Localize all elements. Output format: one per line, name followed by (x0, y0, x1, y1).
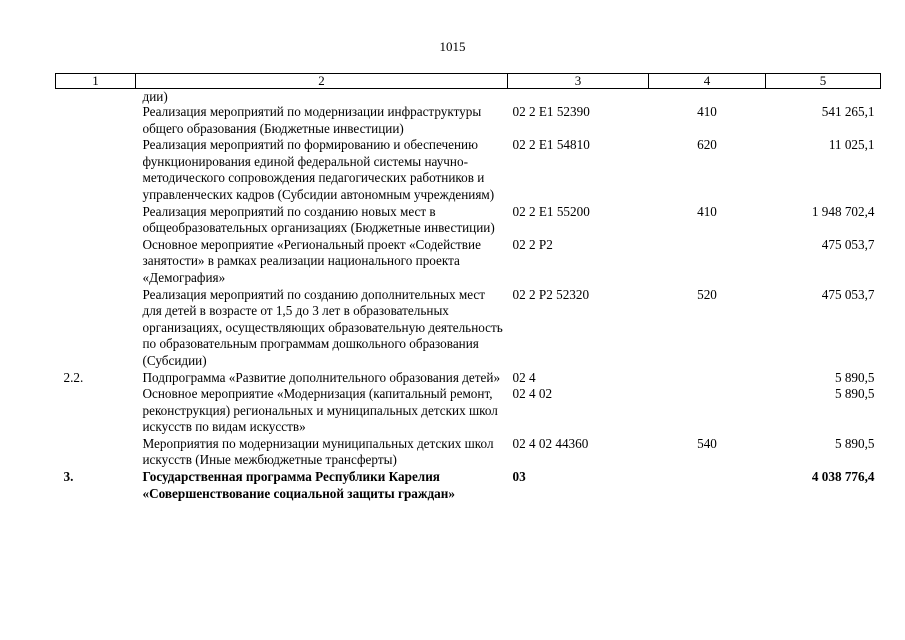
row-code: 02 2 Е1 55200 (512, 203, 590, 219)
row-code: 02 4 02 44360 (512, 435, 589, 451)
row-number: 2.2. (63, 369, 84, 385)
column-header-2: 2 (136, 74, 508, 89)
row-number: 3. (63, 469, 74, 485)
row-expense-type: 520 (697, 286, 717, 302)
row-expense-type (649, 89, 766, 105)
column-header-3: 3 (508, 74, 649, 89)
page-number: 1015 (439, 39, 466, 54)
row-expense-type: 620 (697, 137, 717, 153)
budget-table (55, 73, 881, 502)
row-amount: 475 053,7 (821, 286, 875, 302)
row-expense-type (649, 237, 766, 287)
row-number (56, 204, 136, 237)
row-amount: 541 265,1 (821, 104, 875, 119)
row-code: 02 2 Е1 54810 (512, 137, 590, 153)
row-number (56, 386, 136, 436)
row-amount: 5 890,5 (834, 435, 875, 451)
table-header-row (56, 74, 881, 89)
row-name: Основное мероприятие «Региональный проект «Содействие занятости» в рамках реализации национального проекта «Демография» (142, 236, 481, 285)
row-expense-type: 410 (697, 104, 717, 119)
row-code: 02 4 (512, 369, 536, 385)
table-body (56, 89, 881, 503)
row-code: 02 2 Р2 (512, 236, 553, 252)
row-expense-type: 540 (697, 435, 717, 451)
row-name: Государственная программа Республики Карелия «Совершенствование социальной защиты граждан» (142, 469, 455, 501)
row-number (56, 104, 136, 137)
row-name: Подпрограмма «Развитие дополнительного образования детей» (142, 369, 501, 385)
table-row (56, 89, 881, 105)
row-amount: 5 890,5 (834, 369, 875, 385)
table-row (56, 237, 881, 287)
row-amount: 4 038 776,4 (811, 469, 875, 485)
row-code: 03 (512, 469, 526, 485)
row-number (56, 89, 136, 105)
row-number (56, 137, 136, 203)
row-amount: 475 053,7 (821, 236, 875, 252)
row-name: дии) (142, 89, 168, 104)
table-row (56, 386, 881, 436)
row-expense-type (649, 469, 766, 502)
row-code: 02 2 Е1 52390 (512, 104, 590, 119)
table-row (56, 469, 881, 502)
row-number (56, 237, 136, 287)
row-name: Реализация мероприятий по созданию новых мест в общеобразовательных организациях (Бюджетные инвестиции) (142, 203, 495, 236)
column-header-5: 5 (766, 74, 881, 89)
row-expense-type: 410 (697, 203, 717, 219)
table-row (56, 287, 881, 370)
row-expense-type (649, 370, 766, 387)
row-code: 02 4 02 (512, 386, 553, 402)
table-row (56, 370, 881, 387)
row-amount: 5 890,5 (834, 386, 875, 402)
table-row (56, 204, 881, 237)
row-number (56, 287, 136, 370)
row-name: Реализация мероприятий по формированию и обеспечению функционирования единой федеральной системы научно-методического сопровождения педагогических работников и управленческих кадров (Субсидии автономным учреждениям) (142, 137, 495, 202)
table-row (56, 436, 881, 469)
row-name: Мероприятия по модернизации муниципальных детских школ искусств (Иные межбюджетные трансферты) (142, 435, 494, 468)
row-name: Реализация мероприятий по созданию дополнительных мест для детей в возрасте от 1,5 до 3 лет в образовательных организациях, осуществляющих образовательную деятельность по образовательным программам дошкольного образования (Субсидии) (142, 286, 503, 368)
table-row (56, 104, 881, 137)
row-number (56, 436, 136, 469)
column-header-1: 1 (56, 74, 136, 89)
table-row (56, 137, 881, 203)
row-code (508, 89, 649, 105)
row-code: 02 2 Р2 52320 (512, 286, 590, 302)
column-header-4: 4 (649, 74, 766, 89)
row-amount (766, 89, 881, 105)
row-expense-type (649, 386, 766, 436)
row-name: Реализация мероприятий по модернизации инфраструктуры общего образования (Бюджетные инвестиции) (142, 104, 482, 136)
row-amount: 1 948 702,4 (811, 203, 875, 219)
row-name: Основное мероприятие «Модернизация (капитальный ремонт, реконструкция) региональных и муниципальных детских школ искусств по видам искусств» (142, 386, 498, 435)
row-amount: 11 025,1 (828, 137, 875, 153)
